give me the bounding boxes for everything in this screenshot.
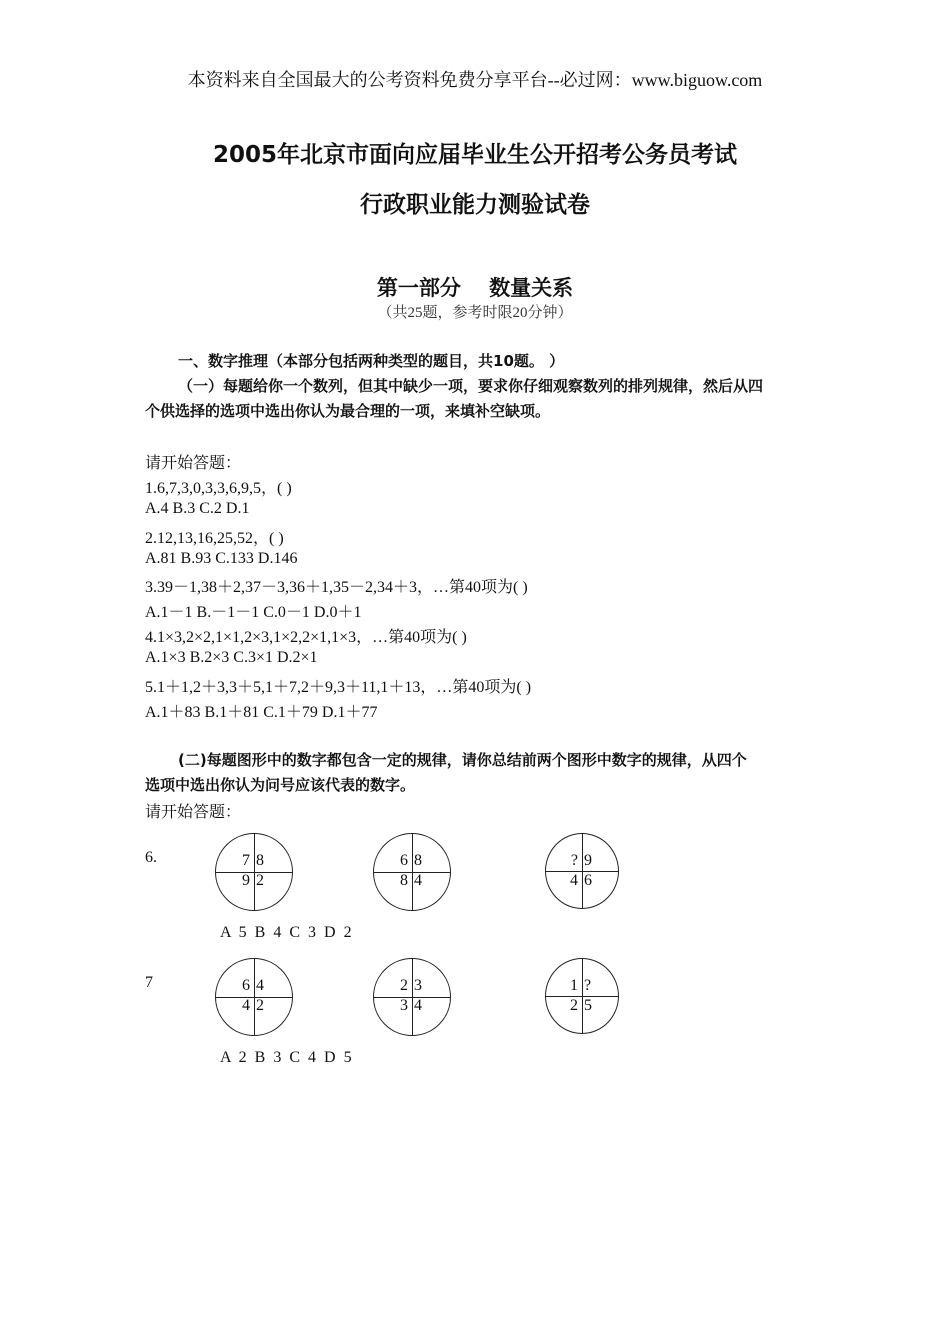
instruction-line-2: 个供选择的选项中选出你认为最合理的一项，来填补空缺项。	[145, 402, 551, 420]
question-2: 2.12,13,16,25,52，( )	[145, 530, 284, 547]
q6-circle-2	[373, 833, 451, 911]
cell-top-left: 2	[400, 977, 408, 994]
header-source-line: 本资料来自全国最大的公考资料免费分享平台--必过网：www.biguow.com	[187, 70, 763, 90]
part-heading: 第一部分 数量关系	[376, 275, 574, 300]
cell-top-left: 6	[400, 852, 408, 869]
cell-bottom-left: 4	[570, 872, 578, 889]
cell-top-left: 7	[242, 852, 250, 869]
cell-bottom-right: 4	[414, 997, 422, 1014]
question-3-options: A.1－1 B.－1－1 C.0－1 D.0＋1	[145, 604, 362, 621]
cell-top-right: 3	[414, 977, 422, 994]
start-prompt: 请开始答题：	[145, 455, 242, 472]
cell-bottom-right: 2	[256, 872, 264, 889]
cell-bottom-left: 8	[400, 872, 408, 889]
cell-top-right: ?	[584, 977, 592, 994]
cell-top-left: 6	[242, 977, 250, 994]
q6-circle-3	[545, 833, 619, 909]
question-6-options: A 5 B 4 C 3 D 2	[220, 924, 352, 941]
question-3: 3.39－1,38＋2,37－3,36＋1,35－2,34＋3，…第40项为( )	[145, 579, 528, 596]
section-heading: 一、数字推理（本部分包括两种类型的题目，共10题。 ）	[178, 352, 565, 370]
q6-circle-1	[215, 833, 293, 911]
start-prompt-2: 请开始答题：	[145, 804, 242, 821]
cell-top-right: 4	[256, 977, 264, 994]
cell-top-right: 8	[256, 852, 264, 869]
question-4: 4.1×3,2×2,1×1,2×3,1×2,2×1,1×3，…第40项为( )	[145, 629, 467, 646]
q7-circle-2	[373, 958, 451, 1036]
q7-circle-1	[215, 958, 293, 1036]
question-6-label: 6.	[145, 849, 157, 866]
question-5-options: A.1＋83 B.1＋81 C.1＋79 D.1＋77	[145, 704, 378, 721]
q7-circle-3	[545, 958, 619, 1034]
question-1-options: A.4 B.3 C.2 D.1	[145, 500, 250, 517]
document-subtitle: 行政职业能力测验试卷	[360, 192, 590, 218]
instruction-2-line-2: 选项中选出你认为问号应该代表的数字。	[145, 776, 416, 794]
document-title: 2005年北京市面向应届毕业生公开招考公务员考试	[212, 142, 737, 168]
question-2-options: A.81 B.93 C.133 D.146	[145, 550, 298, 567]
question-7-options: A 2 B 3 C 4 D 5	[220, 1049, 352, 1066]
question-5: 5.1＋1,2＋3,3＋5,1＋7,2＋9,3＋11,1＋13，…第40项为( )	[145, 679, 532, 696]
cell-top-left: 1	[570, 977, 578, 994]
cell-top-right: 8	[414, 852, 422, 869]
cell-bottom-left: 2	[570, 997, 578, 1014]
cell-top-left: ?	[570, 852, 578, 869]
question-4-options: A.1×3 B.2×3 C.3×1 D.2×1	[145, 649, 318, 666]
cell-bottom-right: 2	[256, 997, 264, 1014]
cell-bottom-right: 4	[414, 872, 422, 889]
question-7-label: 7	[145, 974, 153, 991]
cell-top-right: 9	[584, 852, 592, 869]
cell-bottom-right: 6	[584, 872, 592, 889]
cell-bottom-left: 3	[400, 997, 408, 1014]
part-subheading: （共25题，参考时限20分钟）	[377, 305, 573, 321]
cell-bottom-left: 9	[242, 872, 250, 889]
instruction-line-1: （一）每题给你一个数列，但其中缺少一项，要求你仔细观察数列的排列规律，然后从四	[178, 377, 764, 395]
question-1: 1.6,7,3,0,3,3,6,9,5，( )	[145, 480, 292, 497]
cell-bottom-right: 5	[584, 997, 592, 1014]
cell-bottom-left: 4	[242, 997, 250, 1014]
instruction-2-line-1: (二)每题图形中的数字都包含一定的规律，请你总结前两个图形中数字的规律，从四个	[178, 751, 747, 769]
